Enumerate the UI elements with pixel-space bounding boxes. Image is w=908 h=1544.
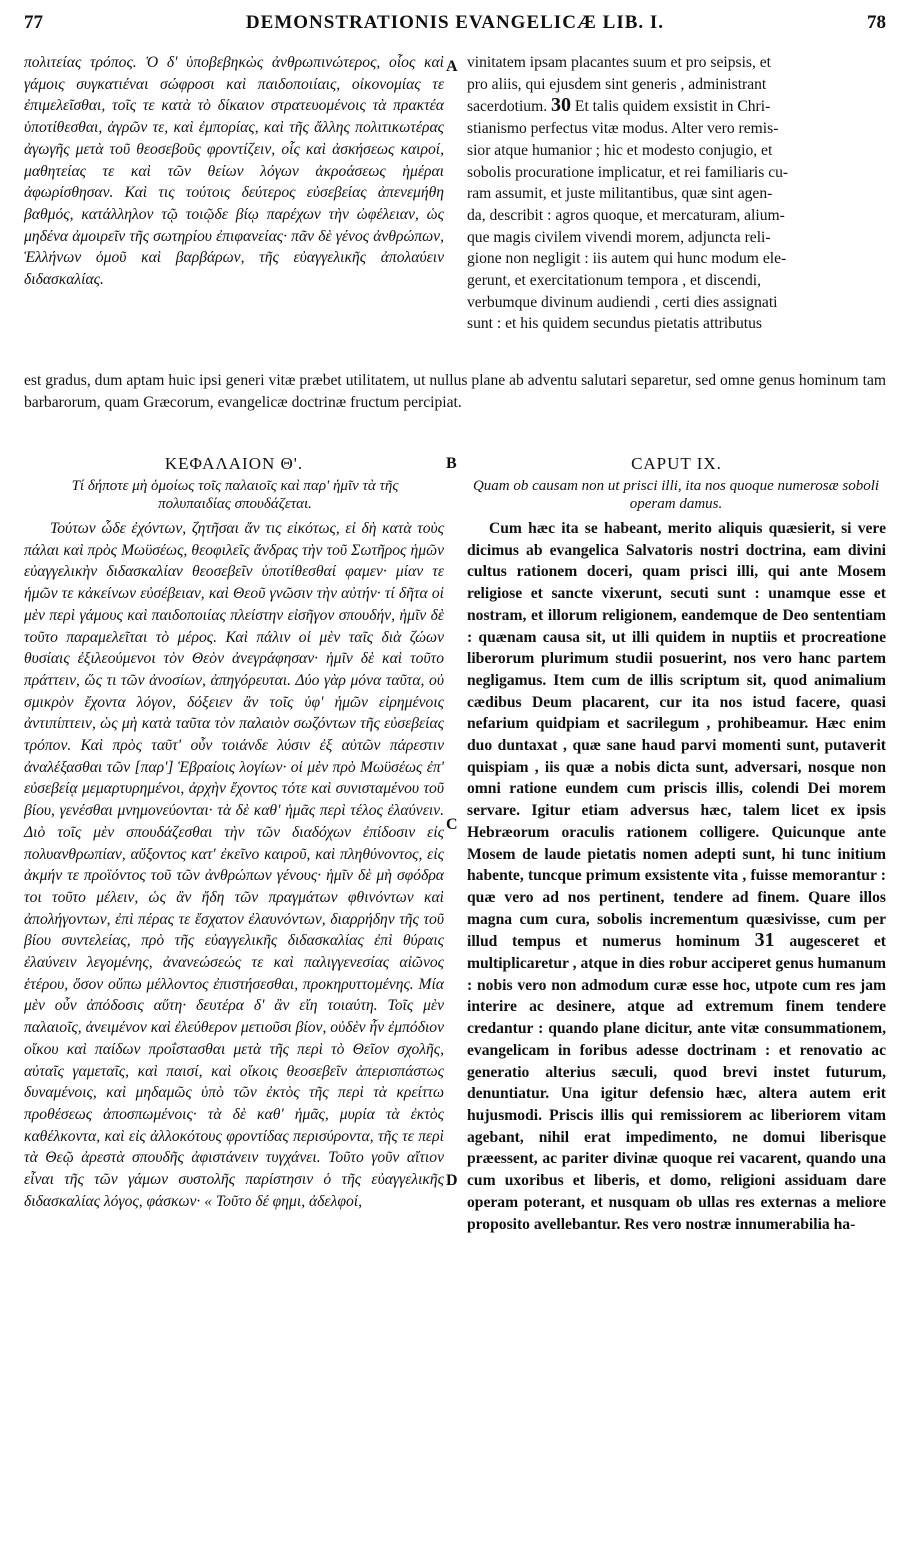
- latin-line-13: verbumque divinum audiendi , certi dies assignati: [467, 293, 778, 311]
- latin-line-9: da, describit : agros quoque, et mercaturam, alium-: [467, 206, 785, 224]
- margin-letter-c: C: [446, 816, 458, 833]
- latin-chapter-title: CAPUT IX.: [631, 454, 722, 473]
- latin-line-14: sunt : et his quidem secundus pietatis attributus: [467, 315, 762, 333]
- margin-letter-a: A: [446, 58, 458, 75]
- margin-letter-d: D: [446, 1172, 458, 1189]
- latin-column-top: [467, 52, 886, 335]
- greek-paragraph-main: Τούτων ὧδε ἐχόντων, ζητῆσαι ἄν τις εἰκότως, εἰ δὴ κατὰ τοὺς πάλαι καὶ πρὸς Μωϋσέως, θεοφιλεῖς ἄνδρας τὴν τοῦ Σωτῆρος ἡμῶν εὐαγγελικὴν διδασκαλίαν θεοσεβεῖν ὑποτίθεσθαί φαμεν· μίαν τε ἡμῶν τε κἀκείνων εὐσέβειαν, καὶ Θεοῦ γνῶσιν τὴν αὐτήν· τί δῆτα οἱ μὲν περὶ γάμους καὶ παιδοποιίας πλείστην εἰσῆγον σπουδήν, ἡμῖν δὲ τοῦτο παραμελεῖται τὸ μέρος. Καὶ πάλιν οἱ μὲν ταῖς διὰ ζώων θυσίαις ἐξιλεούμενοι τὸν Θεὸν ἀνεγράφησαν· ἡμῖν δὲ καὶ τοῦτο πράττειν, ὥς τι τῶν ἀνοσίων, ἀπηγόρευται. Δύο γὰρ μόνα ταῦτα, οὐ σμικρὸν ἔχοντα λόγον, δόξειεν ἂν τοῖς ὑφ' ἡμῶν εἰρημένοις ἀντιπίπτειν, ὡς μὴ κατὰ ταῦτα τὸν παλαιὸν σωζόντων τῆς εὐσεβείας τρόπον. Καὶ πρὸς ταῦτ' οὖν τοιάνδε λύσιν ἐξ αὐτῶν πάρεστιν ἀναλέξασθαι τῶν [παρ'] Ἑβραίοις λογίων· οἱ μὲν πρὸ Μωϋσέως ἐπ' εὐσεβείᾳ μεμαρτυρημένοι, ἀρχὴν ἔχοντος τότε καὶ συνισταμένου τοῦ βίου, γενέσθαι μνημονεύονται· τὰ δὲ καθ' ἡμᾶς περὶ τέλος ἐλαύνειν. Διὸ τοῖς μὲν σπουδάζεσθαι τὴν τῶν διαδόχων ἐπίδοσιν εἰς πολυανθρωπίαν, αὔξοντος κατ' ἐκεῖνο καιροῦ, καὶ πληθύνοντος, εἰς ἀκμήν τε προϊόντος τοῦ τῶν ἀνθρώπων γένους· ἡμῖν δὲ μὴ σφόδρα τοι τοῦτο μέλειν, ὡς ἂν ἤδη τῶν πραγμάτων φθινόντων καὶ ἀπολήγοντων, ἐπὶ πέρας τε ἔσχατον ἐλαυνόντων, διαρρήδην τῆς τοῦ βίου συντελείας, πρὸ τῆς εὐαγγελικῆς διδασκαλίας ἐπὶ θύραις ἐλαύνειν λεγομένης, ἀνανεώσεώς τε καὶ παλιγγενεσίας αἰῶνος ἑτέρου, ὅσον οὔπω μέλλοντος ἐπιστήσεσθαι, προκηρυττομένης. Μία μὲν οὖν ἀπόδοσις αὕτη· δευτέρα δ' ἂν εἴη τοιαύτη. Τοῖς μὲν παλαιοῖς, ἀνειμένον καὶ ἐλεύθερον μετιοῦσι βίον, οὐδὲν ἦν ἐμπόδιον οἴκου καὶ παίδων προΐστασθαι μετὰ τῆς περὶ τὸ Θεῖον σχολῆς, αὐταῖς γαμεταῖς, καὶ παισί, καὶ οἴκοις θεοσεβεῖν ἀπερισπάστως δυναμένοις, καὶ μηδαμῶς ὑπὸ τῶν ἐκτὸς τῆς περὶ τὰ κρείττω προθέσεως ἀποσπωμένοις· τὰ δὲ καθ' ἡμᾶς, μυρία τὰ ἐκτὸς καθέλκοντα, καὶ εἰς ἀλλοκότους φροντίδας περισύροντα, τῆς τε περὶ τὰ Θεῷ ἀρεστὰ σπουδῆς ἀφιστάνειν τυγχάνει. Τοῦτο γοῦν αἴτιον εἶναι τῆς τῶν γάμων συστολῆς παρίστησιν ὁ τῆς εὐαγγελικῆς διδασκαλίας λόγος, φάσκων· « Τοῦτο δέ φημι, ἀδελφοί,: [24, 520, 444, 1210]
- latin-chapter-subtitle: Quam ob causam non ut prisci illi, ita nos quoque numerosæ soboli operam damus.: [472, 478, 880, 512]
- latin-line-1: vinitatem ipsam placantes suum et pro seipsis, et: [467, 54, 772, 71]
- latin-line-5: stianismo perfectus vitæ modus. Alter vero remis-: [467, 120, 779, 138]
- greek-chapter-title: ΚΕΦΑΛΑΙΟΝ Θ'.: [164, 454, 304, 473]
- page-marker-30: 30: [551, 94, 572, 117]
- latin-line-10: que magis civilem vivendi morem, adjuncta reli-: [467, 228, 771, 246]
- latin-line-3: sacerdotium.: [467, 98, 548, 116]
- running-title: DEMONSTRATIONIS EVANGELICÆ LIB. I.: [245, 12, 665, 33]
- latin-line-12: gerunt, et exercitationum tempora , et discendi,: [467, 272, 762, 290]
- latin-text-after-31: augesceret et multiplicaretur , atque in dies robur acciperet genus humanum : nobis vero non admodum curæ esse hoc, utpote cum res jam interire ac desinere, atque ad extremum finem tendere credantur : quando plane dicitur, ante vitæ consummationem, evangelicam in foribus adesse doctrinam : et renovatio ac generatio alterius sæculi, quod brevi instet futurum, denuntiatur. Una igitur defensio hæc, altera autem erit hujusmodi. Priscis illis qui remissiorem ac liberiorem vitam agebant, nihil erat impedimento, ne domui liberisque præessent, ac pariter divinæ quoque rei vacarent, quando una cum uxoribus et liberis, et domo, religioni assiduam dare operam poterant, et nusquam ob ullas res externas a meliore proposito avellebantur. Res vero nostræ innumerabilia ha-: [467, 933, 886, 1233]
- latin-line-8: ram assumit, et juste militantibus, quæ sint agen-: [467, 185, 773, 203]
- latin-text-before-31: Cum hæc ita se habeant, merito aliquis quæsierit, si vere dicimus ab evangelica Salvatoris nostri doctrina, eam divini cultus rationem doceri, quam prisci illi, qui ante Mosem religiose et sancte vixerunt, secuti sunt : unamque esse et nostram, et illorum religionem, eandemque de Deo sententiam : quænam causa sit, ut illi quidem in nuptiis et procreatione liberorum plurimum studii posuerint, nos vero hanc partem negligamus. Item cum de illis scriptum sit, quod animalium cædibus Deum placarent, cur ita nos istud facere, quasi nefarium quidpiam et sacrilegum , prohibeamur. Hæc enim duo duntaxat , quæ sane haud parvi momenti sunt, putaverit quispiam , iis quæ a nobis dicta sunt, adversari, nosque non omni ratione eundem cum priscis illis, colendi Dei morem servare. Igitur etiam adversus hæc, talem licet ex ipsis Hebræorum oraculis rationem colligere. Quicunque ante Mosem de laude pietatis nomen adepti sunt, hi tunc initium habente, tuncque primum exsistente vita , fuisse memorantur : quæ vero ad nos pertinent, tendere ad finem. Quare illos magna cum cura, sobolis incrementum quæsivisse, cum per illud tempus et numerus hominum: [467, 520, 886, 951]
- page-marker-31: 31: [754, 929, 775, 952]
- page-header: [24, 6, 886, 40]
- latin-line-6: sior atque humanior ; hic et modesto conjugio, et: [467, 141, 773, 159]
- latin-line-2: pro aliis, qui ejusdem sint generis , administrant: [467, 75, 767, 93]
- latin-full-width-text: est gradus, dum aptam huic ipsi generi vitæ præbet utilitatem, ut nullus plane ab adventu salutari separetur, sed omne genus hominum tam barbarorum, quam Græcorum, evangelicæ doctrinæ fructum percipiat.: [24, 372, 886, 411]
- greek-chapter-subtitle: Τί δήποτε μὴ ὁμοίως τοῖς παλαιοῖς καὶ παρ' ἡμῖν τὰ τῆς πολυπαιδίας σπουδάζεται.: [71, 478, 399, 512]
- page-number-right: 78: [867, 12, 886, 33]
- margin-letter-b: B: [446, 455, 457, 472]
- greek-paragraph-top: πολιτείας τρόπος. Ὁ δ' ὑποβεβηκὼς ἀνθρωπινώτερος, οἷος καὶ γάμοις συγκατιέναι σώφροσι καὶ παιδοποιίαις, οἰκονομίας τε ἐπιμελεῖσθαι, τοῖς τε κατὰ τὸ δίκαιον στρατευομένοις τὰ πρακτέα ὑποτίθεσθαι, ἀγρῶν τε, καὶ ἐμπορίας, καὶ τῆς ἄλλης πολιτικωτέρας ἀγωγῆς μετὰ τοῦ θεοσεβοῦς φροντίζειν, οἷς καὶ ἀσκήσεως καιροί, μαθητείας τε καὶ τῶν θείων λόγων ἀκροάσεως ἡμέραι ἀφωρίσθησαν. Καὶ τις τούτοις δεύτερος εὐσεβείας ἀπενεμήθη βαθμός, κατάλληλον τῷ τοιῷδε βίῳ παρέχων τὴν ὠφέλειαν, ὡς μηδένα ἀμοιρεῖν τῆς σωτηρίου ἐπιφανείας· πᾶν δὲ γένος ἀνθρώπων, Ἑλλήνων ὁμοῦ καὶ βαρβάρων, τῆς εὐαγγελικῆς ἀπολαύειν διδασκαλίας.: [24, 54, 444, 289]
- page-number-left: 77: [24, 12, 43, 33]
- latin-line-7: sobolis procuratione implicatur, et rei familiaris cu-: [467, 163, 789, 181]
- greek-column-main: [24, 518, 444, 1213]
- latin-column-main: [467, 518, 886, 1235]
- latin-line-4: Et talis quidem exsistit in Chri-: [574, 98, 771, 116]
- greek-column-top: [24, 52, 444, 291]
- latin-line-11: gione non negligit : iis autem qui hunc modum ele-: [467, 250, 787, 268]
